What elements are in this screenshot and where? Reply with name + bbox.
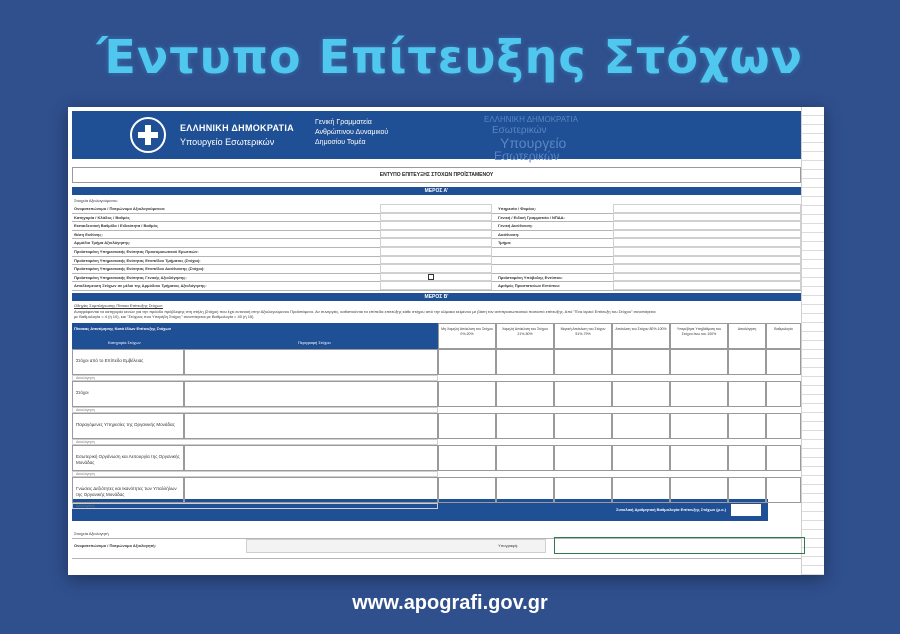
- evaluator-label: Στοιχεία Αξιολογητή: [74, 531, 109, 536]
- part-a-right-field[interactable]: [613, 204, 801, 213]
- part-a-right-label: Γενική Διεύθυνση:: [498, 223, 533, 229]
- part-a-right-field[interactable]: [613, 264, 801, 273]
- col-header-label: Αιτιολόγηση: [737, 327, 757, 331]
- col-header-label: Χαμηλή Απόκλιση του Στόχου 21%-50%: [502, 327, 548, 336]
- category-label: Γνώσεις Δεξιότητες και Ικανότητες των Υπαλλήλων της Οργανικής Μονάδας: [76, 486, 177, 497]
- col-header-label: Υπερέβησε Υπηβάθμιση του Στόχου άνω του 100%: [676, 327, 722, 336]
- score-cell[interactable]: [612, 413, 670, 439]
- watermark-line-1: ΕΛΛΗΝΙΚΗ ΔΗΜΟΚΡΑΤΙΑ: [484, 115, 578, 124]
- score-cell[interactable]: [766, 477, 801, 503]
- part-a-left-label: Ονοματεπώνυμο / Πατρώνυμο Αξιολογούμενου:: [74, 206, 166, 211]
- justification-label: Αιτιολόγηση: [76, 472, 95, 476]
- col-header-label: Βαθμολογία: [774, 327, 793, 331]
- part-a-left-field[interactable]: [380, 281, 492, 290]
- score-cell[interactable]: [612, 477, 670, 503]
- category-label: Εσωτερική Οργάνωση και Λειτουργία της Οργανικής Μονάδας: [76, 454, 180, 465]
- score-cell[interactable]: [670, 349, 728, 375]
- part-a-left-label: Προϊσταμένη Υπηρεσιακής Ενότητας Επιπέδου Τμήματος (Στόχοι):: [74, 257, 201, 263]
- part-a-left-field[interactable]: [380, 238, 492, 247]
- score-cell[interactable]: [728, 413, 766, 439]
- score-cell[interactable]: [496, 445, 554, 471]
- part-a-right-field[interactable]: [613, 273, 801, 282]
- watermark-line-4: Εσωτερικών: [494, 149, 560, 163]
- part-a-right-label: Τμήμα:: [498, 240, 512, 246]
- part-a-right-field[interactable]: [613, 256, 801, 265]
- col-header-label: Μερική Απόκλιση του Στόχου 51%-79%: [560, 327, 606, 336]
- instructions-line-2: με Βαθμολογία = 4 (ή 10), και "Στόχους που Υπερέβη Στόχος" συνεπάγεται με Βαθμολογία = 40 (ή 15): [74, 314, 254, 319]
- part-a-left-label: Εκπαιδευτική Βαθμίδα / Ειδικότητα / Βαθμός: [74, 223, 158, 229]
- score-cell[interactable]: [438, 477, 496, 503]
- part-a-right-label: Αριθμός Προστατεύων Εντύπου:: [498, 283, 561, 289]
- part-a-right-label: Γενική / Ειδική Γραμματεία / ΝΠΔΔ:: [498, 214, 565, 220]
- score-cell[interactable]: [554, 381, 612, 407]
- score-cell[interactable]: [728, 477, 766, 503]
- part-a-left-field[interactable]: [380, 204, 492, 213]
- part-a-left-field[interactable]: [380, 247, 492, 256]
- part-a-left-label: Προϊσταμένη Υπηρεσιακής Ενότητας Προσομοιωτικού Ερωτικών:: [74, 249, 199, 254]
- part-a-left-field[interactable]: [380, 213, 492, 222]
- watermark-line-3: Υπουργείο: [500, 135, 567, 151]
- part-a-right-field[interactable]: [613, 247, 801, 256]
- score-cell[interactable]: [496, 349, 554, 375]
- justification-label: Αιτιολόγηση: [76, 440, 95, 444]
- justification-label: Αιτιολόγηση: [76, 376, 95, 380]
- part-a-bar: ΜΕΡΟΣ Α': [72, 187, 801, 195]
- evaluator-name-label: Ονοματεπώνυμο / Πατρώνυμο Αξιολογητή:: [74, 543, 156, 548]
- score-cell[interactable]: [496, 381, 554, 407]
- part-a-left-field[interactable]: [380, 221, 492, 230]
- score-cell[interactable]: [766, 349, 801, 375]
- score-cell[interactable]: [766, 381, 801, 407]
- score-cell[interactable]: [554, 413, 612, 439]
- part-a-left-label: Θέση Ευθύνης:: [74, 231, 103, 237]
- part-b-bar: ΜΕΡΟΣ Β': [72, 293, 801, 301]
- form-sheet: [68, 107, 824, 575]
- form-title: ΕΝΤΥΠΟ ΕΠΙΤΕΥΞΗΣ ΣΤΟΧΩΝ ΠΡΟΪΣΤΑΜΕΝΟΥ: [72, 167, 801, 183]
- score-cell[interactable]: [554, 349, 612, 375]
- score-cell[interactable]: [554, 445, 612, 471]
- evaluator-bottom-line: [72, 558, 801, 559]
- secretariat-line-3: Δημοσίου Τομέα: [315, 139, 366, 146]
- score-cell[interactable]: [670, 381, 728, 407]
- header-banner: [72, 111, 801, 163]
- description-field[interactable]: [184, 413, 438, 439]
- total-score-field[interactable]: [731, 504, 761, 516]
- col-header-label: Απόκλιση του Στόχου 80%-100%: [615, 327, 667, 331]
- part-a-right-field[interactable]: [613, 221, 801, 230]
- republic-label: ΕΛΛΗΝΙΚΗ ΔΗΜΟΚΡΑΤΙΑ: [180, 123, 294, 133]
- justification-row[interactable]: [72, 503, 438, 509]
- score-cell[interactable]: [612, 381, 670, 407]
- score-cell[interactable]: [766, 413, 801, 439]
- signature-label: Υπογραφή:: [498, 543, 519, 548]
- score-cell[interactable]: [554, 477, 612, 503]
- score-cell[interactable]: [496, 413, 554, 439]
- page-title: Έντυπο Επίτευξης Στόχων: [97, 30, 803, 84]
- score-cell[interactable]: [438, 413, 496, 439]
- score-cell[interactable]: [670, 445, 728, 471]
- part-a-row-line: [72, 290, 801, 291]
- justification-label: Αιτιολόγηση: [76, 408, 95, 412]
- part-a-right-label: Υπηρεσία / Φορέας:: [498, 206, 537, 211]
- part-a-left-field[interactable]: [380, 256, 492, 265]
- score-cell[interactable]: [438, 445, 496, 471]
- part-a-right-field[interactable]: [613, 230, 801, 239]
- evaluated-label: Στοιχεία Αξιολογούμενου: [74, 198, 118, 203]
- col-header-label: Μη Χαμηλή Απόκλιση του Στόχου 0%-20%: [441, 327, 493, 336]
- table-title: Πίνακας Αποτίμησης Κατά Ιδίων Επίτευξης Στόχων: [74, 326, 171, 331]
- part-a-right-label: Διεύθυνση:: [498, 231, 520, 237]
- greek-emblem-icon: [130, 117, 166, 153]
- score-cell[interactable]: [728, 381, 766, 407]
- description-field[interactable]: [184, 349, 438, 375]
- part-a-left-label: Προϊσταμένη Υπηρεσιακής Ενότητας Επιπέδου Διεύθυνσης (Στόχοι):: [74, 266, 205, 272]
- part-a-right-field[interactable]: [613, 213, 801, 222]
- score-cell[interactable]: [670, 477, 728, 503]
- description-field[interactable]: [184, 445, 438, 471]
- part-a-right-field[interactable]: [613, 238, 801, 247]
- signature-field[interactable]: [554, 537, 805, 554]
- score-cell[interactable]: [670, 413, 728, 439]
- part-a-left-label: Κατηγορία / Κλάδος / Βαθμός: [74, 214, 130, 220]
- part-a-left-label: Προϊσταμένη Υπηρεσιακής Ενότητας Γενικής Αξιολόγησης:: [74, 274, 187, 280]
- category-label: Παραγόμενες Υπηρεσίες της Οργανικής Μονάδας: [76, 422, 175, 427]
- justification-label: Αιτιολόγηση: [76, 504, 95, 508]
- description-field[interactable]: [184, 381, 438, 407]
- footer-url[interactable]: www.apografi.gov.gr: [352, 592, 548, 614]
- score-cell[interactable]: [728, 349, 766, 375]
- spreadsheet-grid-margin: [801, 107, 824, 575]
- part-a-right-field[interactable]: [613, 281, 801, 290]
- part-a-left-label: Αποδέσμευση Στόχων σε μέλοι της Αρμόδιου Τμήματος Αξιολόγησης:: [74, 283, 207, 289]
- instructions-title: Οδηγίες Συμπλήρωσης Πίνακα Επίτευξης Στόχων:: [74, 303, 163, 308]
- part-a-left-label: Αρμόδιο Τμήμα Αξιολόγησης:: [74, 240, 131, 246]
- part-a-left-field[interactable]: [380, 273, 492, 282]
- secretariat-line-2: Ανθρώπινου Δυναμικού: [315, 129, 389, 136]
- category-label: Στόχοι από το Επίπεδο Εμβέλειας: [76, 358, 144, 363]
- description-field[interactable]: [184, 477, 438, 503]
- col-category-header: Κατηγορία Στόχων: [108, 340, 141, 345]
- score-cell[interactable]: [728, 445, 766, 471]
- instructions-line-1: Αναγράφονται τα κατηγορία κενών για την πρόοδο πρόβλεψης στη στήλη (Στόχοι) που έχει ευτονική στην Αξιολογούμενου Προϊστάμενο. Αν συνεργείς, καθιστούνται τα επίπεδα επιτεύξης κάθε στόχου από την κλίμακα κείμενου με βάση τον αντιπροσωπευτικό ποσοστό επίτευξης. Από "Ένα Ιερειό Επίτευξη του Στόχου" συνεπάγεται: [74, 309, 656, 314]
- score-cell[interactable]: [766, 445, 801, 471]
- part-a-left-field[interactable]: [380, 264, 492, 273]
- part-a-left-field[interactable]: [380, 230, 492, 239]
- score-cell[interactable]: [438, 349, 496, 375]
- part-a-right-label: Προϊσταμένη Υπόβολης Εντύπου:: [498, 274, 563, 280]
- score-cell[interactable]: [612, 349, 670, 375]
- total-score-label: Συνολική Αριθμητική Βαθμολογία Επίτευξης Στόχων (μ.ο.): [616, 507, 726, 512]
- ministry-label: Υπουργείο Εσωτερικών: [180, 137, 275, 147]
- score-cell[interactable]: [612, 445, 670, 471]
- secretariat-line-1: Γενική Γραμματεία: [315, 119, 372, 126]
- category-label: Στόχοι: [76, 390, 89, 395]
- watermark-line-2: Εσωτερικών: [492, 125, 547, 136]
- col-description-header: Περιγραφή Στόχου: [298, 340, 331, 345]
- score-cell[interactable]: [438, 381, 496, 407]
- score-cell[interactable]: [496, 477, 554, 503]
